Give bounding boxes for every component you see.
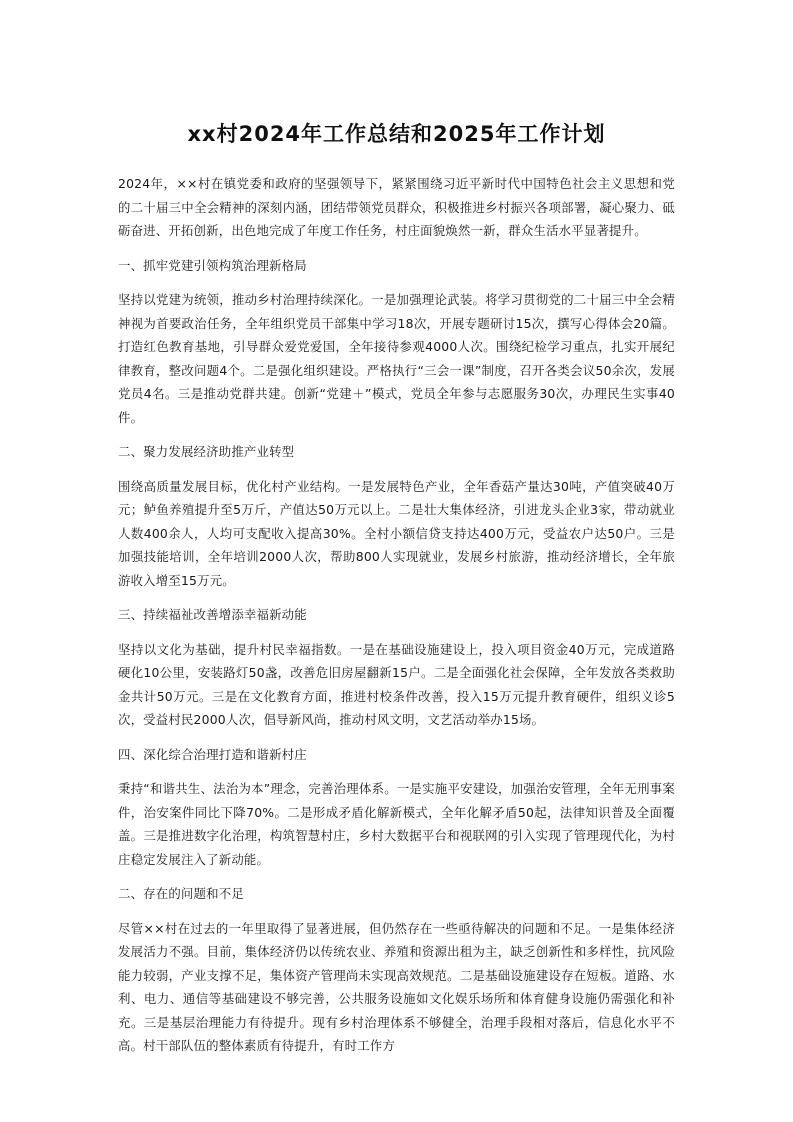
section-4-body: 秉持“和谐共生、法治为本”理念，完善治理体系。一是实施平安建设，加强治安管理，全年无刑事案件，治安案件同比下降70%。二是形成矛盾化解新模式，全年化解矛盾50起，法律知识普及全面覆盖。三是推进数字化治理，构筑智慧村庄，乡村大数据平台和视联网的引入实现了管理现代化，为村庄稳定发展注入了新动能。	[118, 781, 675, 867]
section-1-heading: 一、抓牢党建引领构筑治理新格局	[118, 257, 307, 273]
intro-paragraph: 2024年，××村在镇党委和政府的坚强领导下，紧紧围绕习近平新时代中国特色社会主义思想和党的二十届三中全会精神的深刻内涵，团结带领党员群众，积极推进乡村振兴各项部署，凝心聚力、砥砺奋进、开拓创新，出色地完成了年度工作任务，村庄面貌焕然一新，群众生活水平显著提升。	[118, 176, 675, 238]
problems-body: 尽管××村在过去的一年里取得了显著进展，但仍然存在一些亟待解决的问题和不足。一是集体经济发展活力不强。目前，集体经济仍以传统农业、养殖和资源出租为主，缺乏创新性和多样性，抗风险能力较弱，产业支撑不足，集体资产管理尚未实现高效规范。二是基础设施建设存在短板。道路、水利、电力、通信等基础建设不够完善，公共服务设施如文化娱乐场所和体育健身设施仍需强化和补充。三是基层治理能力有待提升。现有乡村治理体系不够健全，治理手段相对落后，信息化水平不高。村干部队伍的整体素质有待提升，有时工作方	[118, 920, 675, 1053]
section-2-heading: 二、聚力发展经济助推产业转型	[118, 444, 295, 459]
section-1-body: 坚持以党建为统领，推动乡村治理持续深化。一是加强理论武装。将学习贯彻党的二十届三中全会精神视为首要政治任务，全年组织党员干部集中学习18次，开展专题研讨15次，撰写心得体会20篇。打造红色教育基地，引导群众爱党爱国，全年接待参观4000人次。围绕纪检学习重点，扎实开展纪律教育，整改问题4个。二是强化组织建设。严格执行“三会一课”制度，召开各类会议50余次，发展党员4名。三是推动党群共建。创新“党建＋”模式，党员全年参与志愿服务30次，办理民生实事40件。	[118, 292, 675, 425]
section-3-body: 坚持以文化为基础，提升村民幸福指数。一是在基础设施建设上，投入项目资金40万元，完成道路硬化10公里，安装路灯50盏，改善危旧房屋翻新15户。二是全面强化社会保障，全年发放各类救助金共计50万元。三是在文化教育方面，推进村校条件改善，投入15万元提升教育硬件，组织义诊5次，受益村民2000人次，倡导新风尚，推动村风文明，文艺活动举办15场。	[118, 641, 675, 727]
section-3-heading: 三、持续福祉改善增添幸福新动能	[118, 607, 307, 622]
section-2-body: 围绕高质量发展目标，优化村产业结构。一是发展特色产业，全年香菇产量达30吨，产值突破40万元；鲈鱼养殖提升至5万斤，产值达50万元以上。二是壮大集体经济，引进龙头企业3家，带动就业人数400余人，人均可支配收入提高30%。全村小额信贷支持达400万元，受益农户达50户。三是加强技能培训，全年培训2000人次，帮助800人实现就业，发展乡村旅游，推动经济增长，全年旅游收入增至15万元。	[118, 478, 675, 588]
problems-heading: 二、存在的问题和不足	[118, 886, 244, 901]
section-4-heading: 四、深化综合治理打造和谐新村庄	[118, 746, 307, 762]
document-title: xx村2024年工作总结和2025年工作计划	[187, 122, 606, 146]
